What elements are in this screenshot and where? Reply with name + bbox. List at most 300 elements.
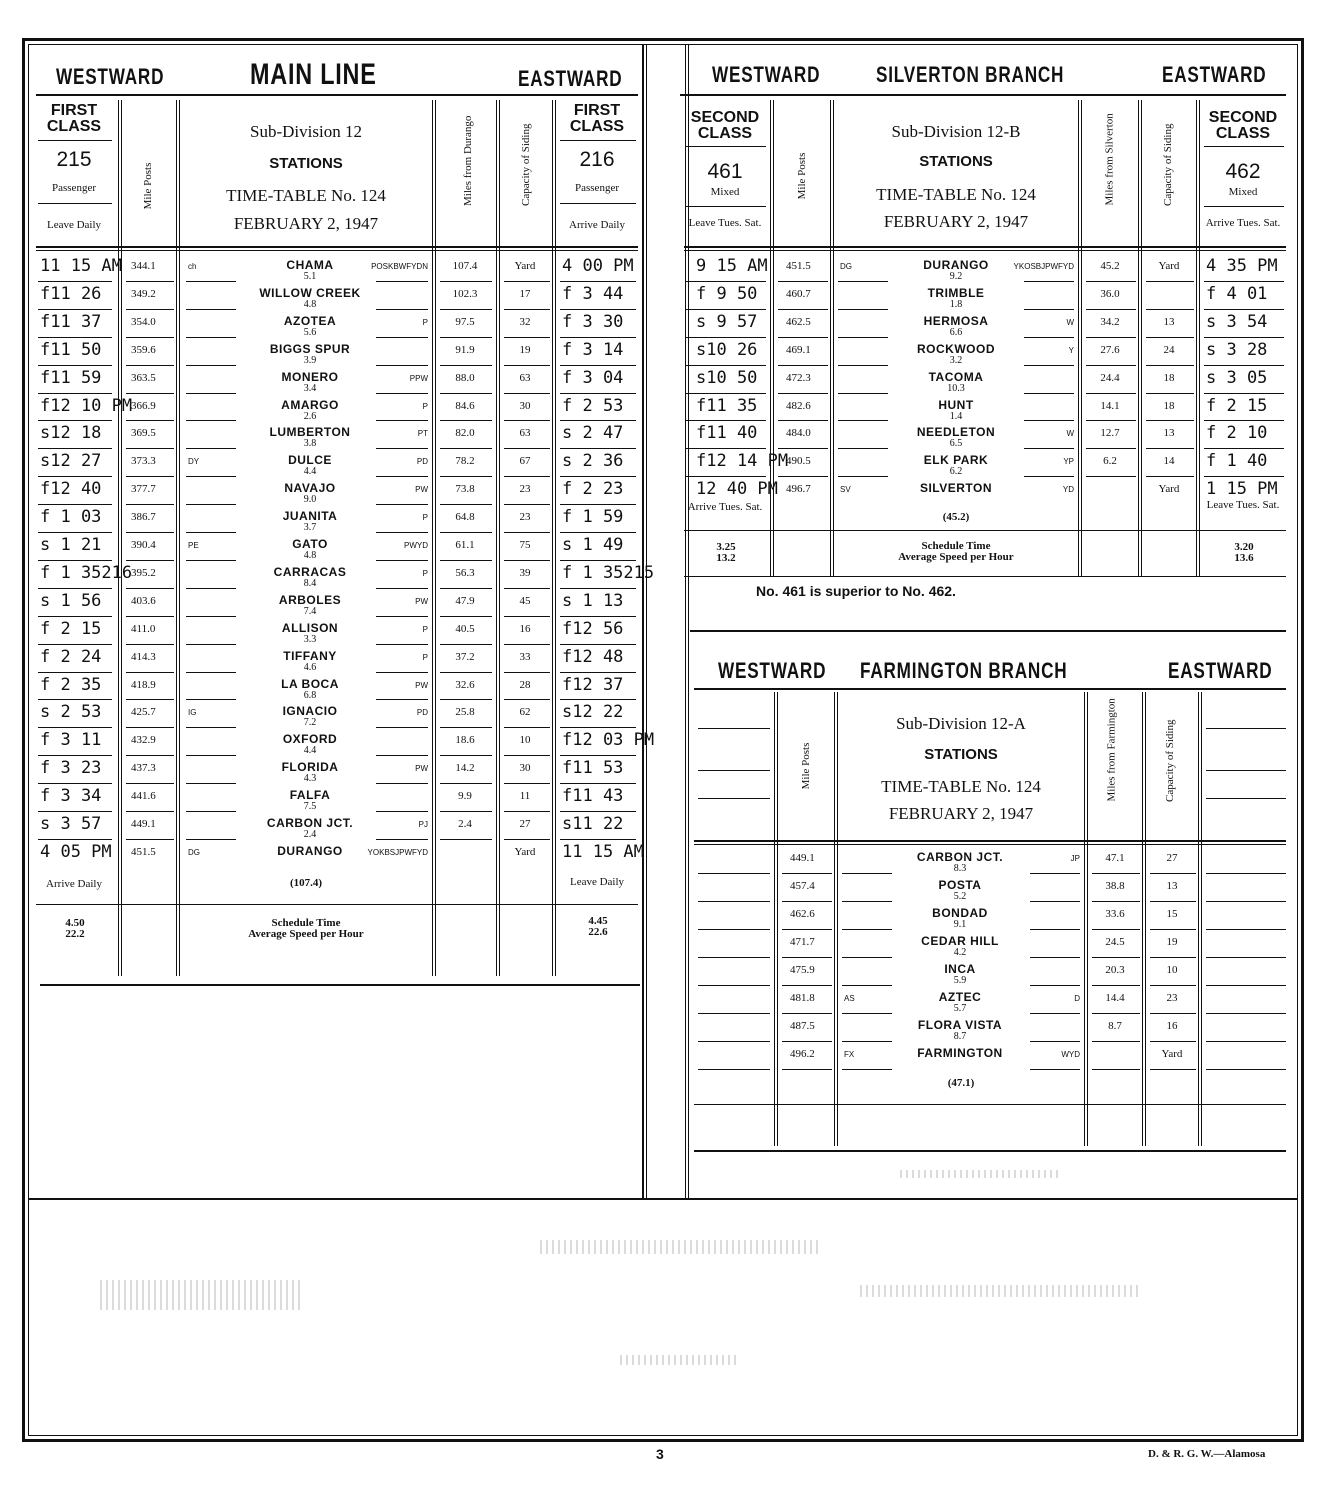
station-facilities: P bbox=[422, 568, 428, 578]
miles-from-durango: 78.2 bbox=[455, 455, 475, 468]
station-facilities: YD bbox=[1062, 485, 1074, 495]
eastward-time: 1 15 PM bbox=[1206, 479, 1278, 500]
mile-post: 344.1 bbox=[131, 260, 156, 272]
eastward-time: f 2 10 bbox=[1206, 423, 1268, 444]
station-name: ALLISON bbox=[281, 620, 339, 635]
miles-from-durango: 14.2 bbox=[455, 762, 475, 775]
miles-from-durango: 82.0 bbox=[455, 427, 475, 440]
eastward-time: f12 37 bbox=[562, 674, 624, 695]
station-distance: 9.1 bbox=[953, 919, 967, 930]
siding-capacity: 18 bbox=[1163, 399, 1175, 412]
westward-time: f11 59 bbox=[40, 367, 102, 388]
mile-post: 425.7 bbox=[131, 706, 156, 719]
station-name: AMARGO bbox=[281, 397, 339, 412]
station-name: FLORIDA bbox=[281, 760, 339, 775]
station-distance: 6.2 bbox=[949, 466, 963, 478]
station-facilities: POSKBWFYDN bbox=[371, 262, 428, 271]
miles-from-farmington: 14.4 bbox=[1105, 992, 1125, 1004]
mile-post: 451.5 bbox=[786, 260, 811, 272]
siding-capacity: 75 bbox=[519, 539, 531, 551]
main-train-215: 215 bbox=[56, 148, 92, 171]
main-subdivision: Sub-Division 12 bbox=[250, 122, 362, 141]
westward-time: f 1 35216 bbox=[40, 562, 133, 583]
silverton-branch-title: SILVERTON BRANCH bbox=[876, 62, 1065, 87]
station-name: SILVERTON bbox=[919, 481, 993, 496]
mile-post: 395.2 bbox=[131, 566, 156, 579]
siding-capacity: 18 bbox=[1163, 371, 1175, 384]
miles-from-silverton: 27.6 bbox=[1100, 343, 1120, 356]
station-distance: 6.5 bbox=[949, 438, 963, 450]
mile-post: 359.6 bbox=[131, 343, 156, 356]
miles-from-silverton: 36.0 bbox=[1100, 287, 1120, 300]
station-name: ELK PARK bbox=[923, 453, 989, 468]
station-facilities: PPW bbox=[409, 373, 428, 383]
station-facilities: P bbox=[422, 317, 428, 327]
station-distance: 4.8 bbox=[303, 298, 317, 310]
eastward-time: 11 15 AM bbox=[562, 841, 644, 862]
mile-post: 369.5 bbox=[131, 427, 156, 440]
station-facilities: Y bbox=[1068, 345, 1074, 355]
westward-time: s10 26 bbox=[696, 339, 758, 360]
eastward-time: s 2 36 bbox=[562, 451, 624, 472]
station-code: DG bbox=[840, 262, 852, 271]
station-facilities: P bbox=[422, 652, 428, 662]
station-name: FLORA VISTA bbox=[917, 1018, 1003, 1032]
mile-post: 418.9 bbox=[131, 678, 156, 691]
station-distance: 1.4 bbox=[949, 410, 963, 422]
superiority-note: No. 461 is superior to No. 462. bbox=[756, 583, 956, 599]
station-distance: 3.7 bbox=[303, 522, 317, 534]
main-westward-header: WESTWARD bbox=[56, 64, 165, 89]
siding-capacity: Yard bbox=[514, 260, 536, 272]
station-facilities: D bbox=[1074, 994, 1080, 1003]
miles-from-durango: 2.4 bbox=[458, 818, 472, 830]
siding-capacity: 32 bbox=[519, 315, 531, 328]
miles-from-durango: 102.3 bbox=[452, 287, 478, 300]
station-code: IG bbox=[188, 708, 197, 718]
farmington-branch-title: FARMINGTON BRANCH bbox=[860, 658, 1068, 683]
station-name: ARBOLES bbox=[278, 592, 342, 607]
mile-post: 451.5 bbox=[131, 845, 156, 858]
siding-capacity: 62 bbox=[519, 706, 531, 719]
publisher-imprint: D. & R. G. W.—Alamosa bbox=[1148, 1448, 1266, 1460]
miles-from-farmington: 8.7 bbox=[1108, 1020, 1122, 1032]
main-class-left: FIRST CLASS bbox=[46, 102, 102, 135]
station-code: ch bbox=[188, 262, 197, 271]
miles-from-durango: 18.6 bbox=[455, 734, 475, 747]
siding-capacity: 14 bbox=[1163, 455, 1175, 468]
main-line-title: MAIN LINE bbox=[250, 58, 377, 91]
mile-post: 390.4 bbox=[131, 539, 156, 551]
miles-from-farmington: 47.1 bbox=[1105, 852, 1125, 864]
eastward-time: f11 53 bbox=[562, 758, 624, 779]
miles-from-silverton: 45.2 bbox=[1100, 260, 1120, 272]
eastward-time: f12 03 PM bbox=[562, 730, 655, 751]
mile-post: 437.3 bbox=[131, 762, 156, 775]
station-name: FARMINGTON bbox=[917, 1046, 1003, 1060]
station-distance: 10.3 bbox=[947, 382, 965, 394]
station-facilities: P bbox=[422, 401, 428, 411]
station-name: CARBON JCT. bbox=[916, 850, 1004, 864]
station-distance: 9.2 bbox=[949, 271, 963, 282]
station-distance: 5.1 bbox=[303, 271, 317, 282]
eastward-time: f 1 40 bbox=[1206, 451, 1268, 472]
eastward-time: f 2 53 bbox=[562, 395, 624, 416]
station-code: FX bbox=[844, 1050, 855, 1059]
station-facilities: PW bbox=[415, 596, 428, 606]
station-facilities: W bbox=[1066, 429, 1074, 439]
mile-post: 472.3 bbox=[786, 371, 811, 384]
mile-post: 377.7 bbox=[131, 483, 156, 496]
mile-post: 366.9 bbox=[131, 399, 156, 412]
mile-post: 386.7 bbox=[131, 511, 156, 524]
mile-post: 481.8 bbox=[790, 992, 815, 1004]
westward-time: f 2 15 bbox=[40, 618, 102, 639]
station-distance: 4.8 bbox=[303, 550, 317, 561]
miles-from-durango: 47.9 bbox=[455, 594, 475, 607]
mile-post: 484.0 bbox=[786, 427, 811, 440]
station-facilities: YP bbox=[1063, 457, 1074, 467]
mile-post: 469.1 bbox=[786, 343, 811, 356]
miles-from-silverton: 6.2 bbox=[1103, 455, 1117, 468]
westward-time: f11 35 bbox=[696, 395, 758, 416]
station-code: DG bbox=[188, 847, 200, 857]
siding-capacity: 13 bbox=[1163, 315, 1175, 328]
station-facilities: PJ bbox=[418, 820, 428, 829]
station-code: SV bbox=[840, 485, 851, 495]
miles-from-farmington: 20.3 bbox=[1105, 964, 1125, 976]
station-facilities: W bbox=[1066, 317, 1074, 327]
eastward-time: f 3 30 bbox=[562, 311, 624, 332]
center-divider bbox=[642, 44, 644, 1198]
mile-post: 363.5 bbox=[131, 371, 156, 384]
station-distance: 8.4 bbox=[303, 577, 317, 589]
siding-capacity: 30 bbox=[519, 399, 531, 412]
westward-time: s12 18 bbox=[40, 423, 102, 444]
station-distance: 8.7 bbox=[953, 1031, 967, 1042]
station-name: FALFA bbox=[289, 788, 331, 803]
eastward-time: f12 48 bbox=[562, 646, 624, 667]
westward-time: f 3 11 bbox=[40, 730, 102, 751]
station-name: LUMBERTON bbox=[269, 425, 351, 440]
mile-post: 462.6 bbox=[790, 908, 815, 920]
siding-capacity: Yard bbox=[1158, 260, 1180, 272]
station-name: GATO bbox=[292, 537, 328, 551]
station-distance: 4.2 bbox=[953, 947, 967, 958]
main-eastward-header: EASTWARD bbox=[518, 66, 623, 91]
miles-from-farmington: 24.5 bbox=[1105, 936, 1125, 948]
siding-capacity: 39 bbox=[519, 566, 531, 579]
station-facilities: PT bbox=[417, 429, 428, 439]
siding-capacity: 23 bbox=[1166, 992, 1178, 1004]
westward-time: f12 14 PM bbox=[696, 451, 789, 472]
station-name: TRIMBLE bbox=[927, 285, 985, 300]
mile-post: 457.4 bbox=[790, 880, 815, 892]
station-distance: 7.5 bbox=[303, 801, 317, 813]
miles-from-durango: 25.8 bbox=[455, 706, 475, 719]
silverton-train-462: 462 bbox=[1225, 160, 1261, 183]
westward-time: s10 50 bbox=[696, 367, 758, 388]
westward-time: s 1 21 bbox=[40, 535, 102, 555]
mile-post: 441.6 bbox=[131, 790, 156, 803]
miles-from-durango: 97.5 bbox=[455, 315, 475, 328]
siding-capacity: 33 bbox=[519, 650, 531, 663]
siding-capacity: Yard bbox=[1161, 1048, 1183, 1060]
eastward-time: 4 00 PM bbox=[562, 256, 634, 276]
station-name: POSTA bbox=[938, 878, 982, 892]
station-name: BONDAD bbox=[932, 906, 988, 920]
station-facilities: WYD bbox=[1061, 1050, 1080, 1059]
station-name: AZOTEA bbox=[283, 313, 337, 328]
station-distance: 3.4 bbox=[303, 382, 317, 394]
station-name: TIFFANY bbox=[283, 648, 337, 663]
westward-time: s 1 56 bbox=[40, 590, 102, 611]
station-name: CARBON JCT. bbox=[266, 816, 354, 830]
station-distance: 4.4 bbox=[303, 745, 317, 757]
eastward-time: f11 43 bbox=[562, 786, 624, 807]
westward-time: 9 15 AM bbox=[696, 256, 768, 276]
mile-post: 462.5 bbox=[786, 315, 811, 328]
westward-time: 4 05 PM bbox=[40, 841, 112, 862]
station-code: DY bbox=[188, 457, 200, 467]
miles-from-durango: 32.6 bbox=[455, 678, 475, 691]
miles-from-farmington: 38.8 bbox=[1105, 880, 1125, 892]
station-facilities: PWYD bbox=[404, 541, 428, 550]
westward-time: f11 26 bbox=[40, 283, 102, 304]
miles-from-durango: 9.9 bbox=[458, 790, 472, 803]
siding-capacity: 17 bbox=[519, 287, 531, 300]
siding-capacity: 19 bbox=[519, 343, 531, 356]
miles-from-durango: 88.0 bbox=[455, 371, 475, 384]
station-facilities: YOKBSJPWFYD bbox=[367, 847, 428, 857]
westward-time: s 9 57 bbox=[696, 311, 758, 332]
station-name: INCA bbox=[944, 962, 976, 976]
station-facilities: P bbox=[422, 513, 428, 523]
station-name: BIGGS SPUR bbox=[269, 341, 351, 356]
siding-capacity: 13 bbox=[1166, 880, 1178, 892]
eastward-time: f 4 01 bbox=[1206, 283, 1268, 304]
miles-from-farmington: 33.6 bbox=[1105, 908, 1125, 920]
westward-time: f11 40 bbox=[696, 423, 758, 444]
station-name: NAVAJO bbox=[284, 481, 336, 496]
siding-capacity: 10 bbox=[1166, 964, 1178, 976]
station-distance: 8.3 bbox=[953, 863, 967, 874]
siding-capacity: 24 bbox=[1163, 343, 1175, 356]
siding-capacity: 67 bbox=[519, 455, 531, 468]
station-name: ROCKWOOD bbox=[917, 341, 995, 356]
siding-capacity: 30 bbox=[519, 762, 531, 775]
station-distance: 3.8 bbox=[303, 438, 317, 450]
station-distance: 3.9 bbox=[303, 354, 317, 366]
siding-capacity: 10 bbox=[519, 734, 531, 747]
station-name: CEDAR HILL bbox=[921, 934, 999, 948]
station-name: NEEDLETON bbox=[916, 425, 996, 440]
station-code: PE bbox=[188, 541, 199, 550]
station-facilities: PW bbox=[415, 485, 428, 495]
silverton-train-461: 461 bbox=[707, 160, 743, 183]
station-distance: 5.6 bbox=[303, 326, 317, 338]
station-distance: 2.6 bbox=[303, 410, 317, 422]
eastward-time: f 3 04 bbox=[562, 367, 624, 388]
eastward-time: s 1 49 bbox=[562, 535, 624, 555]
miles-from-silverton: 12.7 bbox=[1100, 427, 1120, 440]
station-name: DURANGO bbox=[277, 843, 343, 858]
siding-capacity: 16 bbox=[1166, 1020, 1178, 1032]
eastward-time: s 3 05 bbox=[1206, 367, 1268, 388]
miles-from-durango: 84.6 bbox=[455, 399, 475, 412]
siding-capacity: 45 bbox=[519, 594, 531, 607]
station-name: IGNACIO bbox=[282, 704, 338, 719]
station-distance: 7.2 bbox=[303, 717, 317, 729]
page-number: 3 bbox=[656, 1446, 664, 1462]
station-name: LA BOCA bbox=[281, 676, 339, 691]
station-facilities: YKOSBJPWFYD bbox=[1013, 262, 1074, 271]
miles-from-silverton: 14.1 bbox=[1100, 399, 1120, 412]
westward-time: f11 50 bbox=[40, 339, 102, 360]
station-facilities: PD bbox=[416, 708, 428, 718]
westward-time: f 2 35 bbox=[40, 674, 102, 695]
siding-capacity: 11 bbox=[519, 790, 531, 803]
westward-time: s 2 53 bbox=[40, 702, 102, 723]
eastward-time: f 1 59 bbox=[562, 507, 624, 528]
station-distance: 3.2 bbox=[949, 354, 963, 366]
mile-post: 482.6 bbox=[786, 399, 811, 412]
siding-capacity: 23 bbox=[519, 483, 531, 496]
station-facilities: JP bbox=[1070, 854, 1080, 863]
mile-post: 411.0 bbox=[131, 622, 156, 635]
siding-capacity: 16 bbox=[519, 622, 531, 635]
station-name: MONERO bbox=[281, 369, 339, 384]
siding-capacity: Yard bbox=[1158, 483, 1180, 496]
westward-time: f 9 50 bbox=[696, 283, 758, 304]
station-distance: 3.3 bbox=[303, 633, 317, 645]
main-train-216: 216 bbox=[579, 148, 615, 171]
station-name: TACOMA bbox=[928, 369, 984, 384]
eastward-time: f 3 14 bbox=[562, 339, 624, 360]
siding-capacity: 27 bbox=[1166, 852, 1178, 864]
station-name: DULCE bbox=[288, 453, 332, 468]
station-distance: 5.9 bbox=[953, 975, 967, 986]
eastward-time: f12 56 bbox=[562, 618, 624, 639]
station-distance: 7.4 bbox=[303, 605, 317, 617]
mile-post: 475.9 bbox=[790, 964, 815, 976]
westward-time: s12 27 bbox=[40, 451, 102, 472]
siding-capacity: 63 bbox=[519, 371, 531, 384]
station-distance: 4.6 bbox=[303, 661, 317, 673]
station-distance: 9.0 bbox=[303, 494, 317, 506]
miles-from-durango: 107.4 bbox=[452, 260, 478, 272]
westward-time: f 1 03 bbox=[40, 507, 102, 528]
station-distance: 6.6 bbox=[949, 326, 963, 338]
miles-from-durango: 37.2 bbox=[455, 650, 475, 663]
station-name: HUNT bbox=[938, 397, 974, 412]
station-distance: 5.7 bbox=[953, 1003, 967, 1014]
miles-from-durango: 73.8 bbox=[455, 483, 475, 496]
mile-post: 403.6 bbox=[131, 594, 156, 607]
eastward-time: 4 35 PM bbox=[1206, 256, 1278, 276]
westward-time: s 3 57 bbox=[40, 814, 102, 834]
station-name: WILLOW CREEK bbox=[259, 285, 361, 300]
eastward-time: f 1 35215 bbox=[562, 562, 655, 583]
eastward-time: s 2 47 bbox=[562, 423, 624, 444]
siding-capacity: Yard bbox=[514, 845, 536, 858]
eastward-time: s11 22 bbox=[562, 814, 624, 834]
siding-capacity: 13 bbox=[1163, 427, 1175, 440]
westward-time: f11 37 bbox=[40, 311, 102, 332]
miles-from-durango: 91.9 bbox=[455, 343, 475, 356]
eastward-time: f 2 23 bbox=[562, 479, 624, 500]
mile-post: 487.5 bbox=[790, 1020, 815, 1032]
mile-post: 496.2 bbox=[790, 1048, 815, 1060]
station-name: OXFORD bbox=[282, 732, 338, 747]
station-name: AZTEC bbox=[938, 990, 982, 1004]
eastward-time: f 3 44 bbox=[562, 283, 624, 304]
mile-post: 471.7 bbox=[790, 936, 815, 948]
miles-from-durango: 40.5 bbox=[455, 622, 475, 635]
eastward-time: s 3 54 bbox=[1206, 311, 1268, 332]
mile-post: 449.1 bbox=[131, 818, 156, 830]
station-facilities: PD bbox=[416, 457, 428, 467]
station-name: HERMOSA bbox=[923, 313, 989, 328]
siding-capacity: 23 bbox=[519, 511, 531, 524]
westward-time: 12 40 PM bbox=[696, 479, 778, 500]
station-name: CARRACAS bbox=[273, 564, 347, 579]
eastward-time: s12 22 bbox=[562, 702, 624, 723]
westward-time: f12 10 PM bbox=[40, 395, 133, 416]
station-facilities: PW bbox=[415, 680, 428, 690]
westward-time: 11 15 AM bbox=[40, 256, 122, 276]
miles-from-durango: 56.3 bbox=[455, 566, 475, 579]
station-distance: 1.8 bbox=[949, 298, 963, 310]
mile-post: 490.5 bbox=[786, 455, 811, 468]
station-name: DURANGO bbox=[923, 258, 989, 272]
miles-from-durango: 61.1 bbox=[455, 539, 475, 551]
mile-post: 414.3 bbox=[131, 650, 156, 663]
westward-time: f 3 34 bbox=[40, 786, 102, 807]
miles-from-silverton: 24.4 bbox=[1100, 371, 1120, 384]
miles-from-durango: 64.8 bbox=[455, 511, 475, 524]
siding-capacity: 15 bbox=[1166, 908, 1178, 920]
station-facilities: P bbox=[422, 624, 428, 634]
station-distance: 4.3 bbox=[303, 773, 317, 785]
station-facilities: PW bbox=[415, 764, 428, 774]
station-distance: 4.4 bbox=[303, 466, 317, 478]
mile-post: 354.0 bbox=[131, 315, 156, 328]
station-distance: 2.4 bbox=[303, 829, 317, 840]
mile-post: 373.3 bbox=[131, 455, 156, 468]
siding-capacity: 19 bbox=[1166, 936, 1178, 948]
miles-from-silverton: 34.2 bbox=[1100, 315, 1120, 328]
station-name: CHAMA bbox=[286, 258, 334, 272]
station-name: JUANITA bbox=[282, 509, 338, 524]
eastward-time: s 1 13 bbox=[562, 590, 624, 611]
siding-capacity: 27 bbox=[519, 818, 531, 830]
station-code: AS bbox=[844, 994, 855, 1003]
eastward-time: f 2 15 bbox=[1206, 395, 1268, 416]
eastward-time: s 3 28 bbox=[1206, 339, 1268, 360]
mile-post: 449.1 bbox=[790, 852, 815, 864]
siding-capacity: 63 bbox=[519, 427, 531, 440]
westward-time: f 2 24 bbox=[40, 646, 102, 667]
mile-post: 432.9 bbox=[131, 734, 156, 747]
mile-post: 496.7 bbox=[786, 483, 811, 496]
mile-post: 460.7 bbox=[786, 287, 811, 300]
westward-time: f12 40 bbox=[40, 479, 102, 500]
westward-time: f 3 23 bbox=[40, 758, 102, 779]
station-distance: 5.2 bbox=[953, 891, 967, 902]
mile-post: 349.2 bbox=[131, 287, 156, 300]
station-distance: 6.8 bbox=[303, 689, 317, 701]
